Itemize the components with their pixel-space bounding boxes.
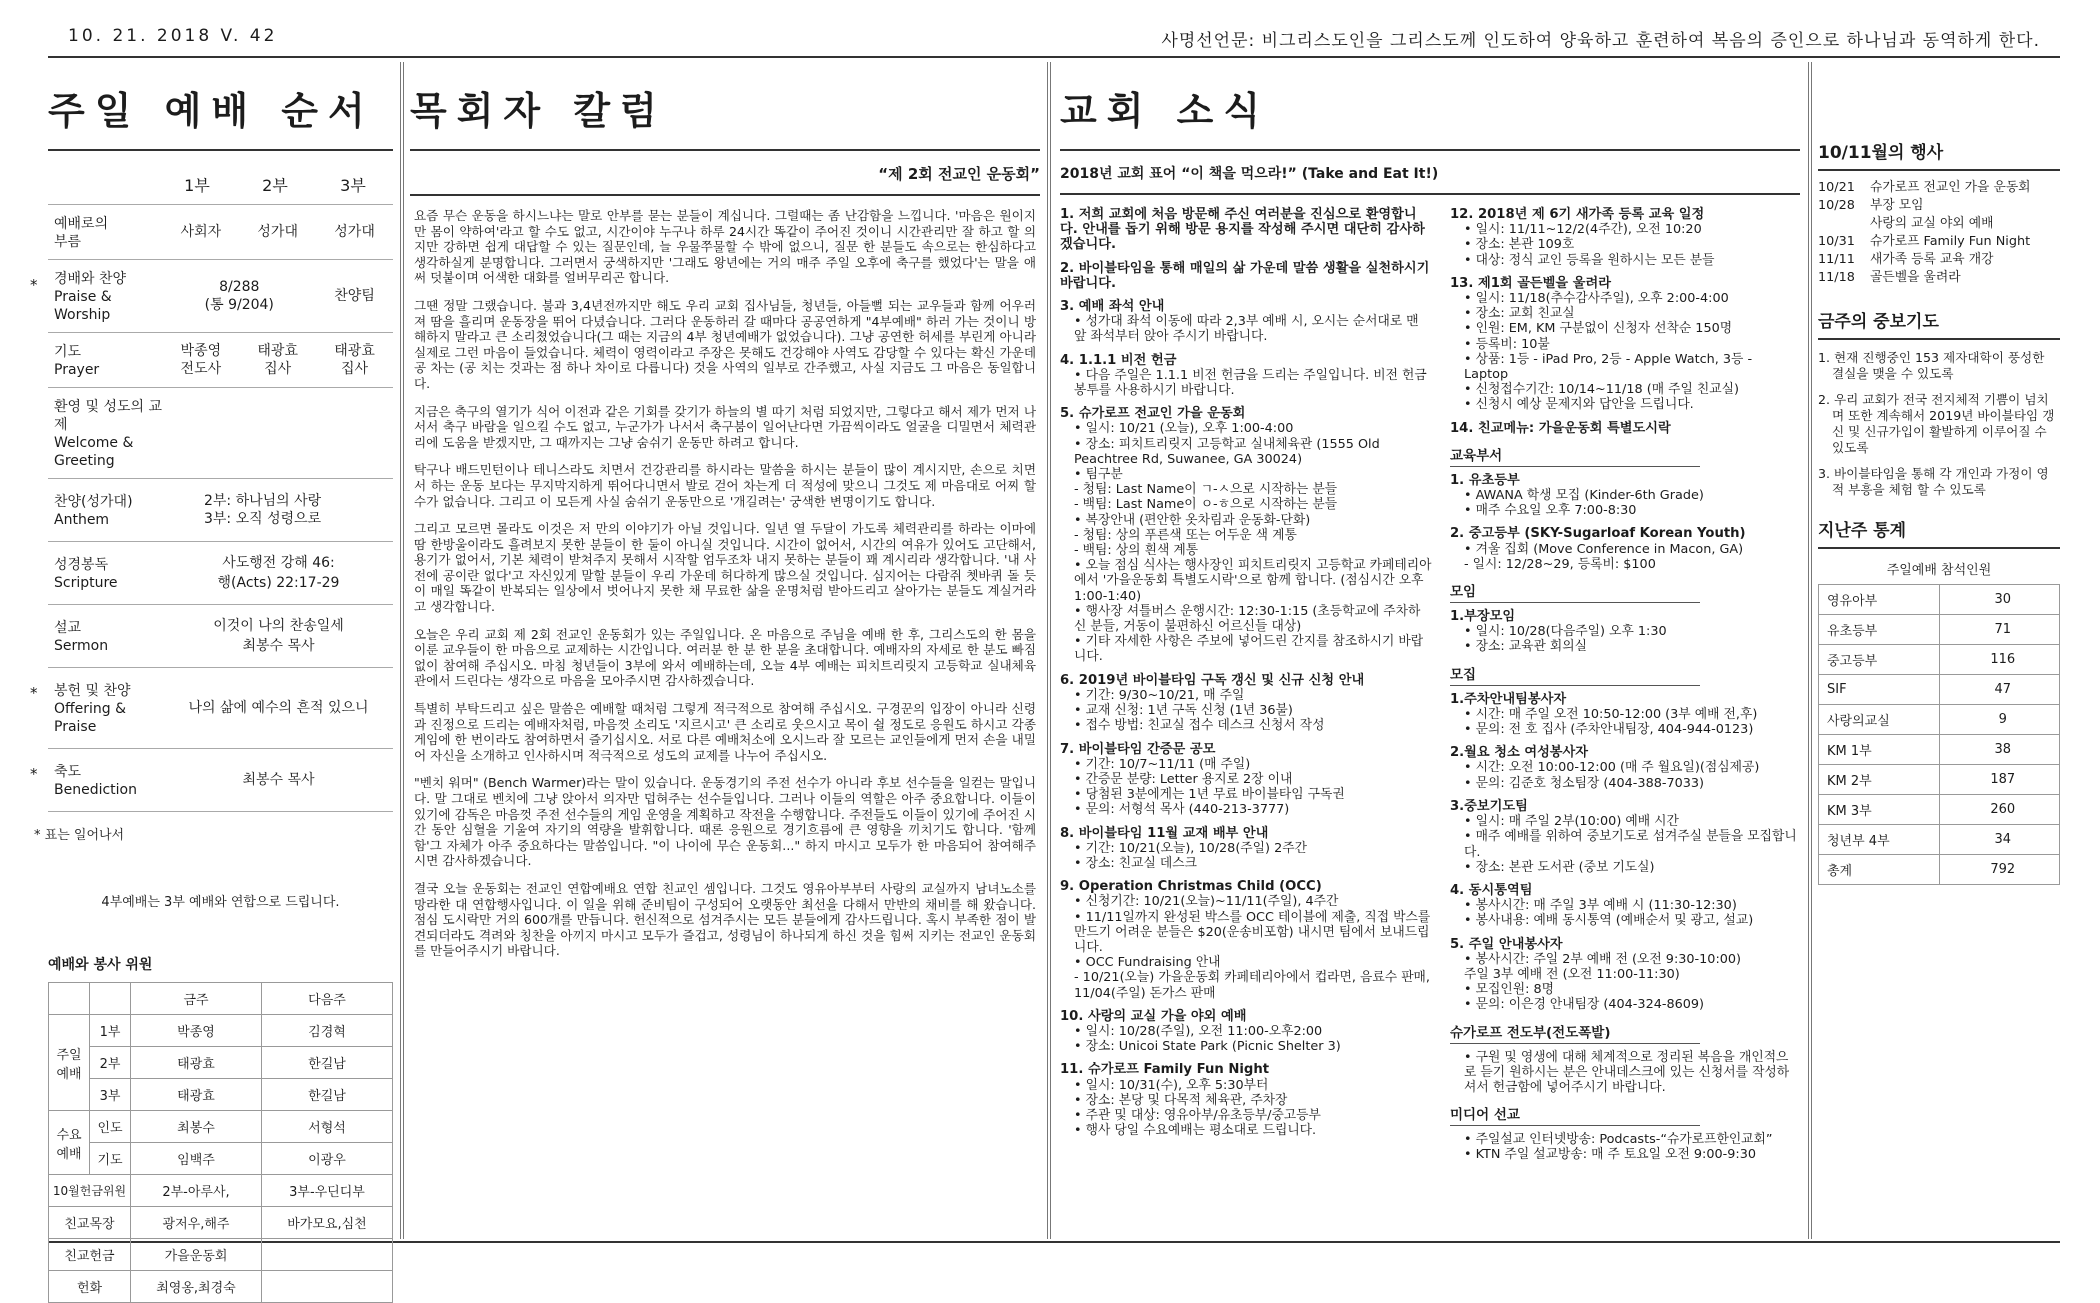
news-item-title: 4. 1.1.1 비전 헌금 — [1060, 352, 1177, 368]
order-service-2 — [239, 342, 316, 378]
order-value-line: 집사 — [264, 361, 292, 377]
table-row — [1819, 795, 2060, 825]
news-item-detail: • 행사 당일 수요예배는 평소대로 드립니다. — [1074, 1123, 1317, 1139]
news-item-title: 13. 제1회 골든벨을 울려라 — [1450, 275, 1611, 291]
order-item-label-line: Sermon — [54, 638, 109, 654]
staff-table — [48, 982, 393, 1303]
news-item-detail: • 일시: 11/18(추수감사주일), 오후 2:00-4:00 — [1464, 291, 1729, 307]
stat-label: 영유아부 — [1819, 585, 1940, 615]
order-item-label — [48, 605, 164, 667]
stat-label: KM 2부 — [1819, 765, 1940, 795]
news-item-detail: • 장소: 본당 및 다목적 체육관, 주차장 — [1074, 1092, 1288, 1108]
worship-order-title: 주일 예배 순서 — [48, 89, 375, 133]
order-item-detail — [164, 553, 393, 593]
section-media: 미디어 선교 — [1450, 1103, 1700, 1126]
news-item-detail: • 모집인원: 8명 — [1464, 982, 1554, 998]
news-item-detail: • 문의: 김준호 청소팀장 (404-388-7033) — [1464, 775, 1705, 791]
news-item — [1060, 1062, 1432, 1138]
news-item-title: 4. 동시통역팀 — [1450, 882, 1533, 898]
order-item-label — [48, 668, 164, 748]
stat-value: 30 — [1939, 585, 2060, 615]
news-item-detail: • 기간: 10/21(오늘), 10/28(주일) 2주간 — [1074, 840, 1307, 856]
table-row: 10월헌금위원 2부-아루사, 3부-우딘디부 — [49, 1175, 393, 1207]
event-name: 사랑의 교실 야외 예배 — [1870, 216, 1994, 231]
event-date: 10/31 — [1818, 234, 1855, 249]
column-subtitle: “제 2회 전교인 운동회” — [878, 165, 1040, 183]
news-item-detail: • 인원: EM, KM 구분없이 신청자 선착순 150명 — [1464, 321, 1733, 337]
event-row — [1818, 215, 2060, 233]
stat-value: 71 — [1939, 615, 2060, 645]
news-item — [1450, 473, 1800, 519]
order-detail-line: 최봉수 목사 — [242, 638, 315, 654]
attendance-table — [1818, 584, 2060, 885]
order-item-label — [48, 749, 164, 811]
worship-order-item — [30, 668, 393, 749]
news-item-title: 7. 바이블타임 간증문 공모 — [1060, 741, 1216, 757]
news-item-title: 1. 저희 교회에 처음 방문해 주신 여러분을 진심으로 환영합니다. 안내를 돕기 위해 방문 용지를 작성해 주시면 대단히 감사하겠습니다. — [1060, 207, 1425, 253]
event-date: 10/28 — [1818, 198, 1855, 213]
worship-order-column — [30, 62, 393, 1296]
top-rule — [48, 56, 2060, 58]
news-item-detail: • 성가대 좌석 이동에 따라 2,3부 예배 시, 오시는 순서대로 맨 앞 좌석부터 앉아 주시기 바랍니다. — [1074, 314, 1419, 345]
news-item-detail: • 장소: 본관 109호 — [1464, 237, 1575, 253]
anthem-title-line: 3부: 오직 성령으로 — [204, 511, 322, 527]
order-value-line: 전도사 — [180, 361, 222, 377]
event-row — [1818, 251, 2060, 269]
order-item-label-line: Welcome & Greeting — [54, 435, 134, 469]
table-row: 3부 태광효 한길남 — [49, 1079, 393, 1111]
table-row: 수요 예배 인도 최봉수 서형석 — [49, 1111, 393, 1143]
order-item-label-line: 설교 — [54, 620, 82, 636]
news-item-detail: • 기타 자세한 사항은 주보에 넣어드린 간지를 참조하시기 바랍니다. — [1074, 634, 1424, 665]
news-item-detail: • 구원 및 영생에 대해 체계적으로 정리된 복음을 개인적으로 듣기 원하시는 분은 안내데스크에 있는 신청서를 작성하셔서 헌금함에 넣어주시기 바랍니다. — [1464, 1049, 1790, 1095]
event-name: 골든벨을 울려라 — [1870, 270, 1961, 285]
news-item-detail: • 봉사시간: 매 주일 3부 예배 시 (11:30-12:30) — [1464, 898, 1737, 914]
news-item-detail: 주일 3부 예배 전 (오전 11:00-11:30) — [1464, 966, 1680, 982]
news-item-title: 1.주차안내팀봉사자 — [1450, 691, 1567, 707]
stat-value: 187 — [1939, 765, 2060, 795]
news-item-title: 2. 바이블타임을 통해 매일의 삶 가운데 말씀 생활을 실천하시기 바랍니다. — [1060, 260, 1430, 291]
section-evangelism: 슈가로프 전도부(전도폭발) — [1450, 1021, 1700, 1044]
order-value-line: 태광효 — [334, 343, 375, 359]
order-item-label — [48, 260, 162, 332]
news-item-detail: • 기간: 9/30~10/21, 매 주일 — [1074, 687, 1245, 703]
order-item-label-line: Offering & Praise — [54, 701, 127, 735]
events-title: 10/11월의 행사 — [1818, 143, 1944, 163]
order-detail-line: 이것이 나의 찬송일세 — [213, 618, 344, 634]
column-paragraph: 탁구나 배드민턴이나 테니스라도 치면서 건강관리를 하시라는 말씀을 하시는 분들이 많이 계시지만, 손으로 치면서 하는 운동 보다는 무지막지하게 뛰어다니면서 발로 걷어 차는게 더 적성에 맞으니 그것도 제 마음대로 어찌 할 수가 없습니다. 그리고 이 모든게 사실 숨쉬기 운동만으로 '개길려는' 궁색한 변명이기도 합니다. — [414, 462, 1036, 509]
order-item-label-line: 환영 및 성도의 교제 — [54, 399, 163, 433]
prayer-item: 3. 바이블타임을 통해 각 개인과 가정이 영적 부흥을 체험 할 수 있도록 — [1818, 466, 2049, 497]
staff-title: 예배와 봉사 위원 — [48, 957, 153, 973]
column-paragraph: 그리고 모르면 몰라도 이것은 저 만의 이야기가 아닐 것입니다. 일년 열 두달이 가도록 체력관리를 하라는 이마에 땀 한방울이라도 흘려보지 못한 분들이 한 둘이 아니실 것입니다. 시간이 없어서, 시간의 여유가 있어도 고단해서, 용기가 없어서, 기본 체력이 받쳐주지 못해서 시작할 엄두조차 내지 못하는 분들이 꽤 계시리라 생각합니다. '내 사전에 공이란 없다'고 자신있게 말할 분들이 우리 가운데 허다하게 많으실 것입니다. 심지어는 다람쥐 쳇바퀴 돌 듯이 매일 똑같이 반복되는 일상에서 벗어나지 못한 채 무료한 삶을 운명처럼 받아드리고 살아가는 분들도 계실거라고 생각합니다. — [414, 521, 1036, 615]
news-item-detail: - 청팀: Last Name이 ㄱ-ㅅ으로 시작하는 분들 — [1074, 482, 1338, 498]
stat-value: 9 — [1939, 705, 2060, 735]
order-detail-line: 나의 삶에 예수의 흔적 있으니 — [188, 700, 369, 716]
worship-order-item — [48, 388, 393, 479]
order-detail-line: 행(Acts) 22:17-29 — [217, 575, 340, 591]
order-item-label — [48, 333, 162, 387]
column-paragraph: 요즘 무슨 운동을 하시느냐는 말로 안부를 묻는 분들이 계십니다. 그럴때는 좀 난감함을 느낍니다. '마음은 원이지만 몸이 약하여'라고 할 수도 없고, 시간이야 누구나 하루 24시간 똑같이 주어진 것이니 시간관리만 잘 하고 할 의지만 강하면 쉽게 대답할 수 있는 질문인데, 늘 우물쭈물할 수 밖에 없으니, 질문 한 분들도 속으로는 한심하다고 생각하실게 분명합니다. 그러면서 궁색하지만 '그래도 왕년에는 거의 매주 주일 오후에 축구를 했었다'는 말을 애써 덧붙이며 어색한 대화를 얼버무리곤 합니다. — [414, 208, 1036, 286]
column-divider — [1808, 62, 1812, 1239]
news-item-detail: • 장소: 교육관 회의실 — [1464, 639, 1587, 655]
column-paragraph: 그땐 정말 그랬습니다. 불과 3,4년전까지만 해도 우리 교회 집사님들, 청년들, 아들뻘 되는 교우들과 함께 어우러져 땀을 흘리며 운동장을 뛰어 다녔습니다. 그러다 운동하러 갈 때마다 공공연하게 "4부예배" 하러 가는 것이니 방해하지 말라고 큰 소리쳤었습니다(그 때는 지금의 4부 청년예배가 없었습니다). 그냥 공연한 허세를 부린게 아니라 실제로 그런 마음이 들었습니다. 체력이 영력이라고 주장은 못해도 건강해야 사역도 감당할 수 있다는 확신 가운데 공 차는 (공 치는 것과는 점 하나 차이로 다릅니다) 것을 사역의 일부로 간주했고, 사실 지금도 그 마음은 동일합니다. — [414, 297, 1036, 391]
news-item-detail: • 장소: 피치트리릿지 고등학교 실내체육관 (1555 Old Peachtree Rd, Suwanee, GA 30024) — [1074, 436, 1380, 467]
order-item-label-line: Prayer — [54, 362, 100, 378]
joint-service-note: 4부예배는 3부 예배와 연합으로 드립니다. — [101, 895, 340, 910]
stat-label: 중고등부 — [1819, 645, 1940, 675]
order-item-label — [48, 205, 162, 259]
prayer-title: 금주의 중보기도 — [1818, 312, 1939, 332]
news-item-detail: • 장소: 본관 도서관 (중보 기도실) — [1464, 859, 1655, 875]
news-item-title: 3.중보기도팀 — [1450, 798, 1528, 814]
news-list-left — [1060, 207, 1432, 1171]
news-item — [1060, 673, 1432, 734]
news-item — [1450, 799, 1800, 875]
news-item-detail: - 백팀: 상의 흰색 계통 — [1074, 543, 1199, 559]
news-item-detail: • 복장안내 (편안한 옷차림과 운동화-단화) — [1074, 512, 1311, 528]
staff-group: 수요 예배 — [49, 1111, 90, 1175]
section-meetings: 모임 — [1450, 580, 1700, 603]
column-paragraph: 지금은 축구의 열기가 식어 이전과 같은 기회를 갖기가 하늘의 별 따기 처럼 되었지만, 그렇다고 해서 제가 먼저 나서서 축구 바람을 일으킬 수도 없고, 누군가가 나서서 축구붐이 일어난다면 가끔씩이라도 얼굴을 디밀면서 체력관리에 도움을 받겠지만, 그 때까지는 그냥 숨쉬기 운동만 하려고 합니다. — [414, 403, 1036, 450]
news-item — [1450, 692, 1800, 738]
order-item-label-line: 봉헌 및 찬양 — [54, 683, 131, 699]
news-item — [1060, 299, 1432, 345]
news-item-detail: • 교재 신청: 1년 구독 신청 (1년 36불) — [1074, 703, 1293, 719]
news-item-detail: • 당첨된 3분에게는 1년 무료 바이블타임 구독권 — [1074, 787, 1345, 803]
table-row: 친교헌금 가을운동회 — [49, 1239, 393, 1271]
stat-label: 사랑의교실 — [1819, 705, 1940, 735]
event-name: 새가족 등록 교육 개강 — [1870, 252, 1994, 267]
news-item-detail: • 봉사내용: 예배 동시통역 (예배순서 및 광고, 설교) — [1464, 913, 1754, 929]
order-item-label-line: 성경봉독 — [54, 557, 109, 573]
news-item-detail: • 시간: 오전 10:00-12:00 (매 주 월요일)(점심제공) — [1464, 760, 1760, 776]
news-item — [1060, 826, 1432, 872]
section-recruiting: 모집 — [1450, 663, 1700, 686]
section-education: 교육부서 — [1450, 444, 1700, 467]
column-divider — [400, 62, 404, 1239]
news-item-detail: • KTN 주일 설교방송: 매 주 토요일 오전 9:00-9:30 — [1464, 1147, 1756, 1163]
event-name: 부장 모임 — [1870, 198, 1924, 213]
table-row — [1819, 765, 2060, 795]
table-row — [1819, 825, 2060, 855]
stat-label: KM 3부 — [1819, 795, 1940, 825]
order-service-1 — [162, 342, 239, 378]
order-item-label-line: Scripture — [54, 575, 118, 591]
stat-value: 47 — [1939, 675, 2060, 705]
prayer-list — [1818, 350, 2060, 498]
news-item-detail: • 일시: 10/21 (오늘), 오후 1:00-4:00 — [1074, 421, 1294, 437]
news-item-detail: • 접수 방법: 친교실 접수 데스크 신청서 작성 — [1074, 718, 1325, 734]
order-detail-line: 사도행전 강해 46: — [222, 555, 335, 571]
news-item — [1450, 609, 1800, 655]
news-item-title: 14. 친교메뉴: 가을운동회 특별도시락 — [1450, 420, 1671, 436]
stand-note: * 표는 일어나서 — [34, 828, 125, 843]
order-item-label-line: Worship — [54, 307, 111, 323]
this-week-header: 금주 — [131, 983, 262, 1015]
news-item — [1450, 937, 1800, 1013]
order-item-label-line: Praise & — [54, 289, 112, 305]
table-row: 헌화 최영옹,최경숙 — [49, 1271, 393, 1303]
news-item — [1450, 526, 1800, 572]
news-item-detail: • 문의: 이은경 안내팀장 (404-324-8609) — [1464, 997, 1705, 1013]
news-item-detail: • OCC Fundraising 안내 — [1074, 955, 1221, 971]
church-news-column — [1060, 62, 1800, 1239]
news-item — [1450, 745, 1800, 791]
news-item — [1060, 1009, 1432, 1055]
news-item-title: 9. Operation Christmas Child (OCC) — [1060, 879, 1322, 895]
table-row: 2부 태광효 한길남 — [49, 1047, 393, 1079]
news-item-detail: • 신청기간: 10/21(오늘)~11/11(주일), 4주간 — [1074, 894, 1339, 910]
table-row: 친교목장 광저우,해주 바가모요,심천 — [49, 1207, 393, 1239]
table-row — [1819, 615, 2060, 645]
news-item-detail: • 다음 주일은 1.1.1 비전 헌금을 드리는 주일입니다. 비전 헌금 봉투를 사용하시기 바랍니다. — [1074, 367, 1427, 399]
news-item-detail: • 주일설교 인터넷방송: Podcasts-“슈가로프한인교회” — [1464, 1132, 1773, 1148]
news-item — [1060, 353, 1432, 399]
news-item-detail: • 등록비: 10불 — [1464, 336, 1550, 352]
stat-label: KM 1부 — [1819, 735, 1940, 765]
order-service-3: 찬양팀 — [334, 288, 375, 304]
event-row — [1818, 197, 2060, 215]
stat-value: 34 — [1939, 825, 2060, 855]
news-item-detail: • 대상: 정식 교인 등록을 원하시는 모든 분들 — [1464, 252, 1715, 268]
event-date: 11/18 — [1818, 270, 1855, 285]
mission-statement: 사명선언문: 비그리스도인을 그리스도께 인도하여 양육하고 훈련하여 복음의 증인으로 하나님과 동역하게 한다. — [1161, 31, 2040, 51]
service-headers — [48, 173, 393, 196]
event-row — [1818, 179, 2060, 197]
prayer-item: 2. 우리 교회가 전국 전지체적 기쁨이 넘치며 또한 계속해서 2019년 바이블타임 갱신 및 신규가입이 활발하게 이루어질 수 있도록 — [1818, 392, 2055, 455]
news-item-detail: • AWANA 학생 모집 (Kinder-6th Grade) — [1464, 488, 1704, 504]
event-date: 11/11 — [1818, 252, 1855, 267]
worship-order-item — [30, 749, 393, 812]
news-item-detail: • 문의: 전 호 집사 (주차안내팀장, 404-944-0123) — [1464, 722, 1754, 738]
news-item — [1060, 742, 1432, 818]
events-column — [1818, 62, 2060, 1239]
worship-order-item — [48, 205, 393, 260]
table-row — [1819, 855, 2060, 885]
stat-label: 청년부 4부 — [1819, 825, 1940, 855]
news-item-detail: • 주관 및 대상: 영유아부/유초등부/중고등부 — [1074, 1107, 1321, 1123]
stat-value: 116 — [1939, 645, 2060, 675]
news-item-detail: • 매주 예배를 위하여 중보기도로 섬겨주실 분들을 모집합니다. — [1464, 829, 1797, 860]
news-item-detail: • 장소: 교회 친교실 — [1464, 306, 1575, 322]
news-item — [1450, 1132, 1800, 1162]
order-value-line: 박종영 — [180, 343, 222, 359]
news-item — [1060, 261, 1432, 291]
news-item-title: 10. 사랑의 교실 가을 야외 예배 — [1060, 1008, 1247, 1024]
order-value-line: 집사 — [341, 361, 369, 377]
order-item-label-line: 축도 — [54, 764, 82, 780]
order-item-detail — [164, 698, 393, 718]
news-item-detail: • 일시: 매 주일 2부(10:00) 예배 시간 — [1464, 814, 1679, 830]
table-row — [1819, 585, 2060, 615]
news-item-detail: • 신청시 예상 문제지와 답안을 드립니다. — [1464, 397, 1694, 413]
news-item-detail: • 일시: 11/11~12/2(4주간), 오전 10:20 — [1464, 222, 1702, 238]
service-2-header: 2부 — [262, 176, 288, 195]
stand-marker: * — [30, 276, 38, 294]
event-name: 슈가로프 전교인 가을 운동회 — [1870, 180, 2031, 195]
news-item-title: 3. 예배 좌석 안내 — [1060, 299, 1165, 315]
church-motto: 2018년 교회 표어 “이 책을 먹으라!” (Take and Eat It!) — [1060, 166, 1439, 182]
pastor-column-title: 목회자 칼럼 — [410, 89, 667, 133]
column-paragraph: 특별히 부탁드리고 싶은 말씀은 예배할 때처럼 그렇게 적극적으로 참여해 주십시오. 구경꾼의 입장이 아니라 신령과 진정으로 드리는 예배자처럼, 마음껏 소리도 '지르시고' 큰 소리로 웃으시고 목이 쉴 정도로 응원도 하시고 각종 게임에 한 번이라도 참여하면서 즐기십시오. 서로 다른 예배처소에 오시느라 잘 모르는 교인들에게 먼저 손을 내밀어 자신을 소개하고 인사하시며 적극적으로 성도의 교제를 나누어 주십시오. — [414, 701, 1036, 763]
order-item-label — [48, 388, 164, 478]
hymn-number-line: 8/288 — [219, 279, 260, 295]
staff-header-row — [49, 983, 393, 1015]
stand-marker: * — [30, 684, 38, 702]
event-name: 슈가로프 Family Fun Night — [1870, 234, 2031, 249]
worship-order-item — [48, 605, 393, 668]
news-item-title: 6. 2019년 바이블타임 구독 갱신 및 신규 신청 안내 — [1060, 672, 1365, 688]
news-item-title: 11. 슈가로프 Family Fun Night — [1060, 1062, 1270, 1078]
news-item-detail: • 팀구분 — [1074, 467, 1123, 483]
table-row — [1819, 735, 2060, 765]
order-detail-line: 최봉수 목사 — [242, 772, 315, 788]
news-item-detail: • 매주 수요일 오후 7:00-8:30 — [1464, 503, 1637, 519]
order-service-3: 성가대 — [334, 224, 375, 240]
news-item-title: 12. 2018년 제 6기 새가족 등록 교육 일정 — [1450, 207, 1705, 222]
hymn-number-line: (통 9/204) — [204, 297, 274, 313]
news-item — [1450, 1050, 1800, 1096]
news-item — [1450, 207, 1800, 268]
news-item — [1060, 879, 1432, 1001]
news-item-detail: • 봉사시간: 주일 2부 예배 전 (오전 9:30-10:00) — [1464, 951, 1742, 967]
news-item-detail: - 10/21(오늘) 가을운동회 카페테리아에서 컵라면, 음료수 판매, 11/04(주일) 돈가스 판매 — [1074, 970, 1430, 1001]
news-item-detail: • 일시: 10/31(수), 오후 5:30부터 — [1074, 1077, 1269, 1093]
news-item-detail: - 백팀: Last Name이 ㅇ-ㅎ으로 시작하는 분들 — [1074, 497, 1338, 513]
worship-order-item — [30, 260, 393, 333]
service-3-header: 3부 — [340, 176, 366, 195]
news-item-detail: • 문의: 서형석 목사 (440-213-3777) — [1074, 802, 1290, 818]
column-divider — [1047, 62, 1051, 1239]
order-item-label-line: 예배로의 — [54, 216, 109, 232]
news-item-title: 1.부장모임 — [1450, 609, 1516, 625]
news-item-title: 1. 유초등부 — [1450, 472, 1520, 488]
service-1-header: 1부 — [184, 176, 210, 195]
anthem-title-line: 2부: 하나님의 사랑 — [204, 493, 322, 509]
news-item-detail: • 일시: 10/28(다음주일) 오후 1:30 — [1464, 624, 1667, 640]
order-item-label-line: Anthem — [54, 512, 110, 528]
news-item-title: 2. 중고등부 (SKY-Sugarloaf Korean Youth) — [1450, 526, 1746, 542]
stat-label: 총계 — [1819, 855, 1940, 885]
news-item-detail: • 겨울 집회 (Move Conference in Macon, GA) — [1464, 541, 1744, 557]
event-date: 10/21 — [1818, 180, 1855, 195]
stat-value: 260 — [1939, 795, 2060, 825]
news-item — [1060, 207, 1432, 253]
table-row — [1819, 645, 2060, 675]
order-item-label-line: Benediction — [54, 782, 137, 798]
order-service-3 — [316, 342, 393, 378]
stand-marker: * — [30, 765, 38, 783]
events-list — [1818, 179, 2060, 287]
event-date — [1818, 215, 1870, 233]
church-news-title: 교회 소식 — [1060, 89, 1271, 133]
stat-value: 792 — [1939, 855, 2060, 885]
news-item-detail: • 행사장 셔틀버스 운행시간: 12:30-1:15 (초등학교에 주차하신 분들, 거동이 불편하신 어르신들 대상) — [1074, 603, 1421, 635]
order-item-label — [48, 542, 164, 604]
news-item-detail: • 장소: 친교실 데스크 — [1074, 855, 1197, 871]
order-item-label-line: 부름 — [54, 234, 82, 250]
worship-order-item — [48, 479, 393, 542]
order-service-2: 성가대 — [257, 224, 298, 240]
issue-date: 10. 21. 2018 V. 42 — [68, 26, 278, 46]
table-row — [1819, 705, 2060, 735]
table-row: 주일 예배 1부 박종영 김경혁 — [49, 1015, 393, 1047]
news-item — [1450, 276, 1800, 413]
order-service-1: 사회자 — [180, 224, 222, 240]
column-paragraph: "벤치 워머" (Bench Warmer)라는 말이 있습니다. 운동경기의 주전 선수가 아니라 후보 선수들을 일컫는 말입니다. 말 그대로 벤치에 그냥 앉아서 의자만 덥혀주는 선수들입니다. 그러나 이들의 역할은 아주 중요합니다. 이들이 있기에 감독은 마음껏 주전 선수들의 게임 운영을 계획하고 작전을 수행합니다. 주전들도 이들이 있기에 주어진 시간 동안 심혈을 기울여 자기의 역량을 발휘합니다. 때론 응원으로 경기흐름에 큰 영향을 끼치기도 합니다. '함께 함'그 자체가 아주 중요하다는 말씀입니다. "이 나이에 무슨 운동회..." 하지 마시고 모두가 한 마음되어 참여해주시면 감사하겠습니다. — [414, 775, 1036, 869]
event-row — [1818, 269, 2060, 287]
news-item-detail: - 일시: 12/28~29, 등록비: $100 — [1464, 556, 1656, 572]
news-item-detail: • 장소: Unicoi State Park (Picnic Shelter 3) — [1074, 1039, 1341, 1055]
stats-subtitle: 주일예배 참석인원 — [1886, 563, 1992, 578]
next-week-header: 다음주 — [262, 983, 393, 1015]
news-item — [1450, 421, 1800, 436]
stat-value: 38 — [1939, 735, 2060, 765]
news-item — [1450, 883, 1800, 929]
news-item-detail: • 일시: 10/28(주일), 오전 11:00-오후2:00 — [1074, 1023, 1323, 1039]
news-item-detail: • 시간: 매 주일 오전 10:50-12:00 (3부 예배 전,후) — [1464, 706, 1758, 722]
news-item-detail: - 청팀: 상의 푸른색 또는 어두운 색 계통 — [1074, 527, 1297, 543]
column-body — [410, 208, 1040, 959]
order-item-detail — [164, 616, 393, 656]
stats-title: 지난주 통계 — [1818, 521, 1907, 541]
news-list-right — [1450, 207, 1800, 1171]
worship-order-list — [30, 205, 393, 812]
news-item-detail: • 오늘 점심 식사는 행사장인 피치트리릿지 고등학교 카페테리아에서 '가을운동회 특별도시락'으로 함께 합니다. (점심시간 오후 1:00-1:40) — [1074, 558, 1432, 604]
staff-group: 주일 예배 — [49, 1015, 90, 1111]
order-item-label-line: 기도 — [54, 344, 82, 360]
column-paragraph: 결국 오늘 운동회는 전교인 연합예배요 연합 친교인 셈입니다. 그것도 영유아부부터 사랑의 교실까지 남녀노소를 망라한 대 연합행사입니다. 이 일을 위해 준비팀이 구성되어 오랫동안 최선을 다해서 만반의 채비를 해 왔습니다. 점심 도시락만 거의 600개를 만듭니다. 헌신적으로 섬겨주시는 모든 분들에게 감사드립니다. 혹시 부족한 점이 발견되더라도 격려와 칭찬을 아끼지 마시고 모두가 즐겁고, 성령님이 하나되게 하신 것을 힘써 지키는 전교인 운동회를 만들어주시기 바랍니다. — [414, 880, 1036, 959]
table-row — [1819, 675, 2060, 705]
table-row: 기도 임백주 이광우 — [49, 1143, 393, 1175]
worship-order-item — [48, 333, 393, 388]
stat-label: 유초등부 — [1819, 615, 1940, 645]
pastor-column — [410, 62, 1040, 1239]
news-item-title: 8. 바이블타임 11월 교재 배부 안내 — [1060, 825, 1269, 841]
news-item — [1060, 406, 1432, 664]
order-item-label-line: 찬양(성가대) — [54, 494, 133, 510]
order-item-label — [48, 479, 164, 541]
news-item-detail: • 상품: 1등 - iPad Pro, 2등 - Apple Watch, 3등 - Laptop — [1464, 351, 1753, 383]
order-item-label-line: 경배와 찬양 — [54, 271, 127, 287]
news-item-title: 2.월요 청소 여성봉사자 — [1450, 745, 1589, 761]
column-paragraph: 오늘은 우리 교회 제 2회 전교인 운동회가 있는 주일입니다. 온 마음으로 주님을 예배 한 후, 그리스도의 한 몸을 이룬 교우들이 한 마음으로 교제하는 시간입니다. 여러분 한 분 한 분을 초대합니다. 예배자의 자세로 한 분도 빠짐없이 참여해 주십시오. 마침 청년들이 3부에 와서 예배하는데, 오늘 4부 예배는 피치트리릿지 고등학교 실내체육관에서 드린다는 생각으로 마음을 모아주시면 감사하겠습니다. — [414, 626, 1036, 689]
news-item-detail: • 기간: 10/7~11/11 (매 주일) — [1074, 756, 1251, 772]
news-item-title: 5. 슈가로프 전교인 가을 운동회 — [1060, 406, 1246, 422]
worship-order-item — [48, 542, 393, 605]
hymn-numbers — [162, 278, 316, 314]
stat-label: SIF — [1819, 675, 1940, 705]
news-item-detail: • 11/11일까지 완성된 박스를 OCC 테이블에 제출, 직접 박스를 만드기 어려운 분들은 $20(운송비포함) 내시면 팀에서 보내드립니다. — [1074, 909, 1431, 955]
event-row — [1818, 233, 2060, 251]
news-item-detail: • 간증문 분량: Letter 용지로 2장 이내 — [1074, 771, 1293, 787]
order-item-detail — [164, 770, 393, 790]
anthem-titles — [164, 492, 393, 528]
prayer-item: 1. 현재 진행중인 153 제자대학이 풍성한 결실을 맺을 수 있도록 — [1818, 350, 2045, 381]
order-value-line: 태광효 — [257, 343, 298, 359]
header-bar — [48, 26, 2060, 56]
news-item-title: 5. 주일 안내봉사자 — [1450, 936, 1563, 952]
news-item-detail: • 신청접수기간: 10/14~11/18 (매 주일 친교실) — [1464, 382, 1740, 398]
